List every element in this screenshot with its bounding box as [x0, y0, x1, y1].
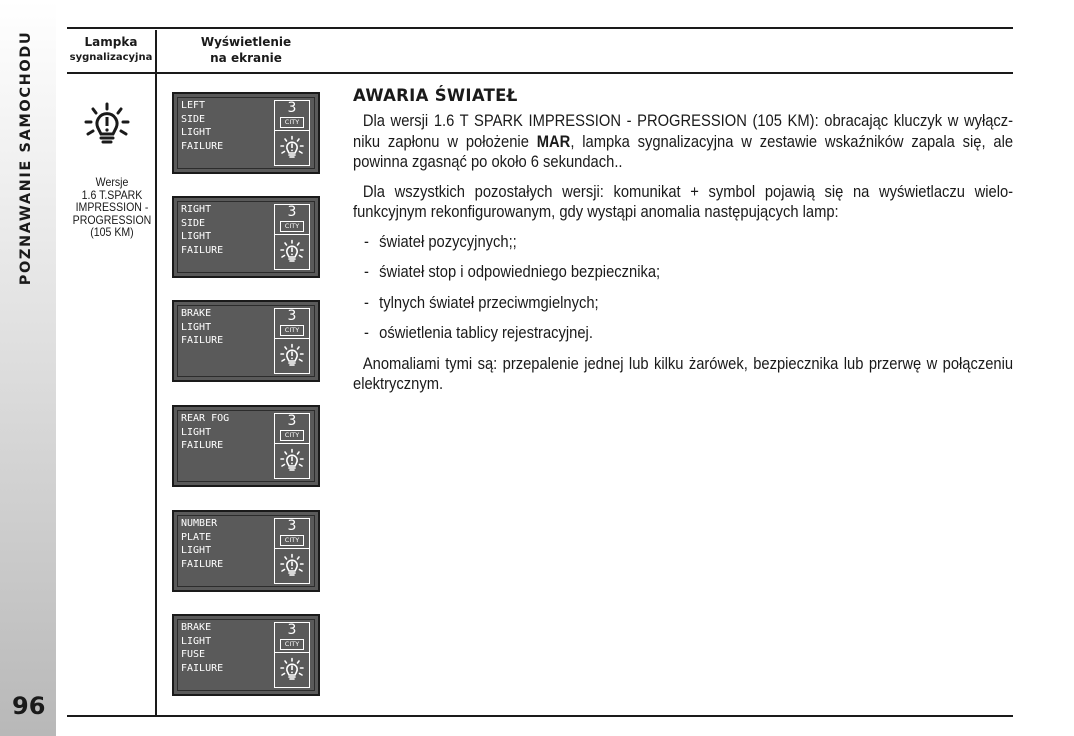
list-item-text: oświetlenia tablicy rejestracyjnej.	[379, 324, 593, 342]
header-display-line1: Wyświetlenie	[200, 35, 292, 49]
list-dash: -	[364, 232, 369, 251]
display-screen	[172, 92, 320, 174]
page-number: 96	[12, 692, 46, 720]
city-mode-label: CITY	[280, 325, 304, 336]
display-message-line: LEFT	[181, 100, 206, 111]
section-title: AWARIA ŚWIATEŁ	[353, 86, 518, 105]
display-message-line: LIGHT	[181, 426, 212, 438]
gear-indicator	[274, 100, 310, 130]
display-message-line: FUSE	[181, 649, 206, 661]
paragraph-anomalies-text: Anomaliami tymi są: przepalenie jednej lub kilku żarówek, bezpiecznika lub przerwę w połączeniu elektrycznym.	[353, 354, 1014, 393]
warning-symbol-box	[274, 234, 310, 270]
paragraph-intro	[353, 111, 1013, 173]
version-note-line: Wersje	[95, 175, 129, 189]
display-screen	[172, 614, 320, 696]
display-message	[181, 517, 223, 571]
bottom-rule	[67, 715, 1013, 717]
display-message-line: LIGHT	[181, 321, 212, 333]
light-bulb-failure-icon	[278, 447, 306, 475]
header-display-column	[160, 34, 332, 66]
light-bulb-failure-icon	[278, 656, 306, 684]
display-message-line: LIGHT	[181, 127, 212, 139]
display-message-line: FAILURE	[181, 558, 224, 570]
city-mode-label: CITY	[280, 430, 304, 441]
header-lamp-line1: Lampka	[84, 35, 138, 49]
display-message-line: REAR FOG	[181, 413, 230, 424]
display-screen	[172, 405, 320, 487]
version-note-line: (105 KM)	[90, 225, 134, 239]
version-note-line: PROGRESSION	[72, 212, 152, 227]
display-message-line: FAILURE	[181, 440, 224, 452]
gear-number: 3	[287, 622, 297, 638]
display-screen	[172, 510, 320, 592]
city-mode-label: CITY	[280, 639, 304, 650]
version-note	[72, 176, 153, 239]
warning-symbol-box	[274, 443, 310, 479]
gear-number: 3	[287, 308, 297, 324]
paragraph-intro-text: Dla wersji 1.6 T SPARK IMPRESSION - PROGRESSION (105 KM): obracając kluczyk w wyłączniku zapłonu w położenie	[353, 112, 1014, 151]
display-message-line: LIGHT	[181, 635, 212, 647]
version-note-line: IMPRESSION -	[75, 200, 149, 214]
light-bulb-failure-icon	[278, 134, 306, 162]
gear-indicator	[274, 518, 310, 548]
top-rule	[67, 27, 1013, 29]
display-screen	[172, 196, 320, 278]
display-message-line: BRAKE	[181, 622, 212, 633]
gear-number: 3	[287, 100, 297, 116]
gear-indicator	[274, 204, 310, 234]
display-screen	[172, 300, 320, 382]
display-message-line: FAILURE	[181, 140, 224, 152]
warning-symbol-box	[274, 338, 310, 374]
list-item	[364, 293, 1013, 314]
list-dash: -	[364, 324, 369, 342]
warning-symbol-box	[274, 652, 310, 688]
display-message-line: PLATE	[181, 531, 212, 543]
list-item	[364, 232, 1013, 253]
gear-indicator	[274, 413, 310, 443]
side-strip	[0, 0, 56, 736]
column-divider	[155, 30, 157, 716]
key-position-mar: MAR	[536, 132, 571, 151]
display-message-line: LIGHT	[181, 231, 212, 243]
warning-symbol-box	[274, 548, 310, 584]
city-mode-label: CITY	[280, 221, 304, 232]
header-rule	[67, 72, 1013, 74]
list-item	[364, 262, 1013, 283]
display-message	[181, 412, 229, 453]
gear-number: 3	[287, 413, 297, 429]
display-message-line: LIGHT	[181, 545, 212, 557]
city-mode-label: CITY	[280, 535, 304, 546]
display-message-line: FAILURE	[181, 662, 224, 674]
list-item	[364, 323, 1013, 344]
gear-indicator	[274, 308, 310, 338]
list-dash: -	[364, 263, 369, 281]
version-note-line: 1.6 T.SPARK	[81, 187, 143, 202]
display-message-line: FAILURE	[181, 335, 224, 347]
paragraph-other-versions-text: Dla wszystkich pozostałych wersji: komunikat + symbol pojawią się na wyświetlaczu wielofunkcyjnym rekonfigurowanym, gdy wystąpi anomalia następujących lamp:	[353, 182, 1014, 221]
list-item-text: tylnych świateł przeciwmgielnych;	[379, 293, 599, 312]
display-message-line: BRAKE	[181, 308, 212, 319]
warning-symbol-box	[274, 130, 310, 166]
header-lamp-column	[68, 34, 154, 66]
display-message	[181, 203, 223, 257]
header-lamp-line2: sygnalizacyjna	[69, 52, 153, 63]
display-message-line: RIGHT	[181, 204, 212, 215]
list-dash: -	[364, 293, 369, 312]
display-message	[181, 621, 223, 675]
list-item-text: świateł stop i odpowiedniego bezpiecznika;	[379, 263, 661, 281]
lamp-list	[353, 232, 1013, 344]
header-display-line2: na ekranie	[210, 51, 282, 65]
light-bulb-failure-icon	[80, 98, 134, 152]
display-message	[181, 99, 223, 153]
gear-indicator	[274, 622, 310, 652]
paragraph-other-versions	[353, 182, 1013, 223]
paragraph-intro-text-end: , lampka sygnalizacyjna w zestawie wskaźników zapala się, ale powinna zgasnąć po około 6 sekundach..	[353, 132, 1014, 171]
paragraph-anomalies	[353, 354, 1013, 395]
section-label: POZNAWANIE SAMOCHODU	[18, 30, 34, 286]
main-content	[353, 86, 1013, 404]
light-bulb-failure-icon	[278, 342, 306, 370]
display-message-line: SIDE	[181, 217, 206, 229]
city-mode-label: CITY	[280, 117, 304, 128]
gear-number: 3	[287, 204, 297, 220]
light-bulb-failure-icon	[278, 552, 306, 580]
display-message	[181, 307, 223, 348]
display-message-line: SIDE	[181, 113, 206, 125]
display-message-line: FAILURE	[181, 244, 224, 256]
light-bulb-failure-icon	[278, 238, 306, 266]
list-item-text: świateł pozycyjnych;;	[379, 232, 517, 251]
display-message-line: NUMBER	[181, 518, 218, 529]
gear-number: 3	[287, 518, 297, 534]
